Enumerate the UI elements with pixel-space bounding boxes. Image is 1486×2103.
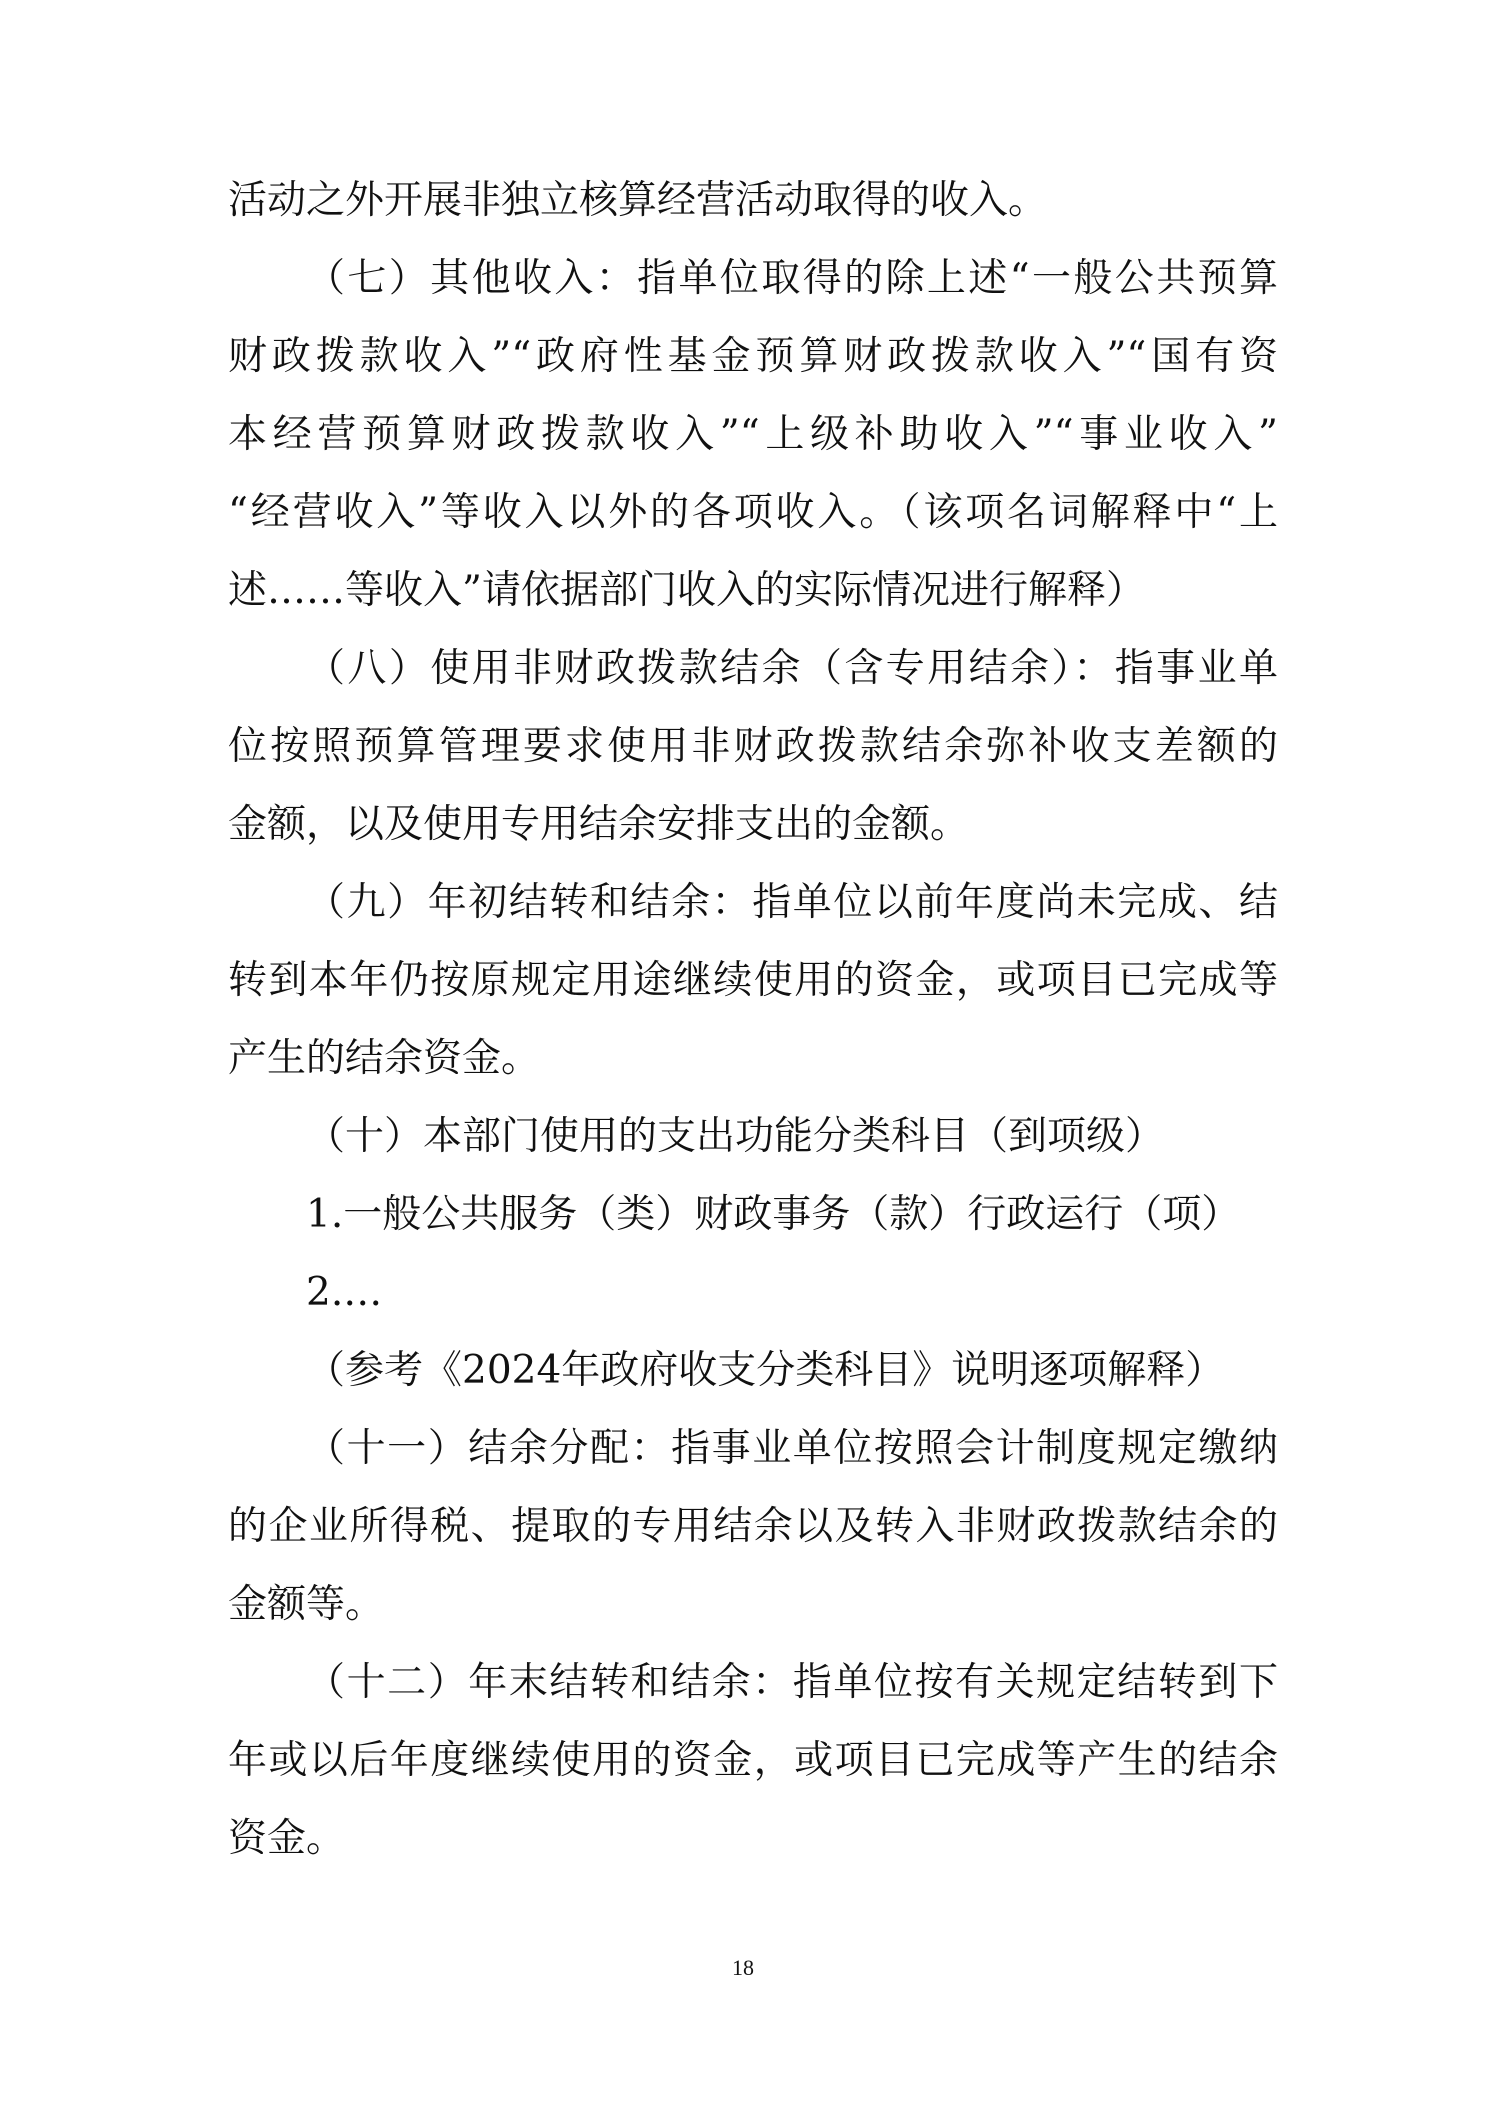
text-line: 年或以后年度继续使用的资金，或项目已完成等产生的结余 [228,1738,1278,1783]
text-line: 转到本年仍按原规定用途继续使用的资金，或项目已完成等 [228,958,1278,1003]
text-line: 本经营预算财政拨款收入”“上级补助收入”“事业收入” [228,412,1278,457]
text-line: （参考《2024年政府收支分类科目》说明逐项解释） [306,1348,1225,1393]
text-line: 金额等。 [228,1582,385,1627]
text-line: （八）使用非财政拨款结余（含专用结余）：指事业单 [306,646,1278,691]
text-line: 2.… [306,1270,383,1315]
text-line: 位按照预算管理要求使用非财政拨款结余弥补收支差额的 [228,724,1278,769]
text-line: 的企业所得税、提取的专用结余以及转入非财政拨款结余的 [228,1504,1278,1549]
text-line: 1.一般公共服务（类）财政事务（款）行政运行（项） [306,1192,1241,1237]
text-line: 述……等收入”请依据部门收入的实际情况进行解释） [228,568,1145,613]
text-line: “经营收入”等收入以外的各项收入。（该项名词解释中“上 [228,490,1278,535]
text-line: 资金。 [228,1816,346,1861]
text-line: 产生的结余资金。 [228,1036,541,1081]
text-line: 金额，以及使用专用结余安排支出的金额。 [228,802,970,847]
text-line: 活动之外开展非独立核算经营活动取得的收入。 [228,178,1048,223]
text-line: （七）其他收入：指单位取得的除上述“一般公共预算 [306,256,1278,301]
page-number: 18 [732,1955,754,1980]
text-line: （十一）结余分配：指事业单位按照会计制度规定缴纳 [306,1426,1278,1471]
text-line: （十）本部门使用的支出功能分类科目（到项级） [306,1114,1165,1159]
text-line: （九）年初结转和结余：指单位以前年度尚未完成、结 [306,880,1278,925]
text-line: （十二）年末结转和结余：指单位按有关规定结转到下 [306,1660,1278,1705]
text-line: 财政拨款收入”“政府性基金预算财政拨款收入”“国有资 [228,334,1278,379]
